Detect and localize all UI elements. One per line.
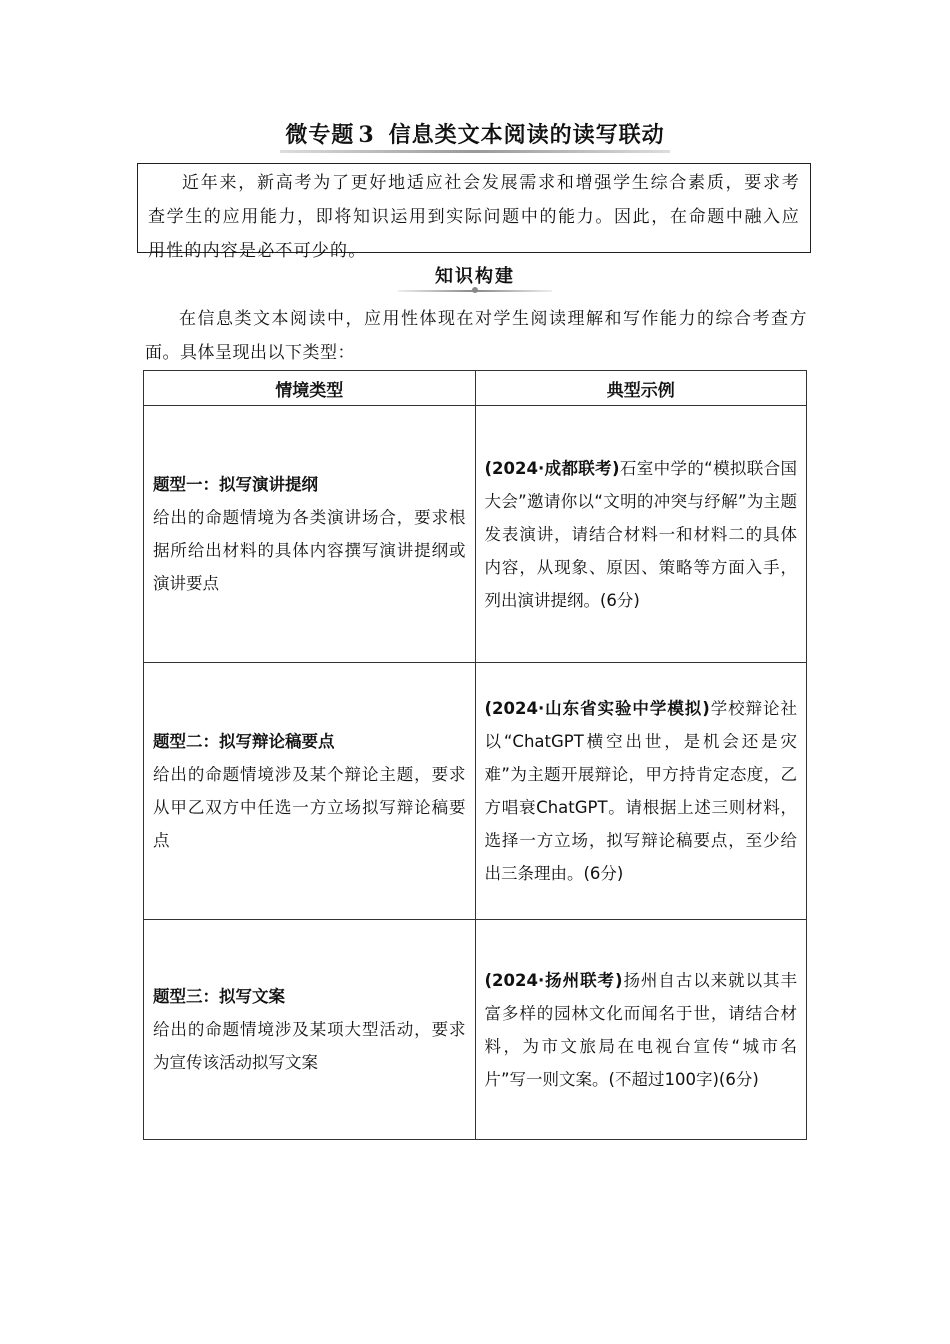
type-name: 题型一：拟写演讲提纲 [153,475,318,494]
question-types-table [143,370,807,1140]
section-heading: 知识构建 [435,266,515,287]
table-row [144,406,807,663]
title-number: 3 [358,122,375,148]
type-cell [144,920,476,1140]
table-row [144,920,807,1140]
type-description: 给出的命题情境涉及某项大型活动，要求为宣传该活动拟写文案 [153,1020,466,1072]
type-name: 题型二：拟写辩论稿要点 [153,732,335,751]
lead-paragraph: 在信息类文本阅读中，应用性体现在对学生阅读理解和写作能力的综合考查方面。具体呈现出以下类型： [145,309,807,363]
title-main: 信息类文本阅读的读写联动 [388,122,665,148]
example-cell [475,920,807,1140]
title-underline [280,150,670,153]
type-description: 给出的命题情境为各类演讲场合，要求根据所给出材料的具体内容撰写演讲提纲或演讲要点 [153,508,466,593]
type-name: 题型三：拟写文案 [153,987,285,1006]
type-cell [144,663,476,920]
table-header-row [144,371,807,406]
example-cell [475,663,807,920]
example-source: (2024·扬州联考) [484,970,623,990]
intro-text: 近年来，新高考为了更好地适应社会发展需求和增强学生综合素质，要求考查学生的应用能力，即将知识运用到实际问题中的能力。因此，在命题中融入应用性的内容是必不可少的。 [148,173,800,261]
header-typical-example: 典型示例 [475,371,807,406]
page-title [0,118,950,149]
title-prefix: 微专题 [285,122,355,148]
section-divider-dot [472,287,478,293]
type-description: 给出的命题情境涉及某个辩论主题，要求从甲乙双方中任选一方立场拟写辩论稿要点 [153,765,466,850]
type-cell [144,406,476,663]
example-text: 扬州自古以来就以其丰富多样的园林文化而闻名于世，请结合材料，为市文旅局在电视台宣传“城市名片”写一则文案。(不超过100字)(6分) [484,970,797,1089]
example-source: (2024·成都联考) [484,458,620,478]
intro-box [137,163,811,261]
example-source: (2024·山东省实验中学模拟) [484,699,710,718]
example-cell [475,406,807,663]
table-row [144,663,807,920]
example-text: 学校辩论社以“ChatGPT横空出世，是机会还是灾难”为主题开展辩论，甲方持肯定态度，乙方唱衰ChatGPT。请根据上述三则材料，选择一方立场，拟写辩论稿要点，至少给出三条理由。(6分) [484,699,798,883]
example-text: 石室中学的“模拟联合国大会”邀请你以“文明的冲突与纾解”为主题发表演讲，请结合材料一和材料二的具体内容，从现象、原因、策略等方面入手，列出演讲提纲。(6分) [484,458,797,610]
header-scenario-type: 情境类型 [144,371,476,406]
